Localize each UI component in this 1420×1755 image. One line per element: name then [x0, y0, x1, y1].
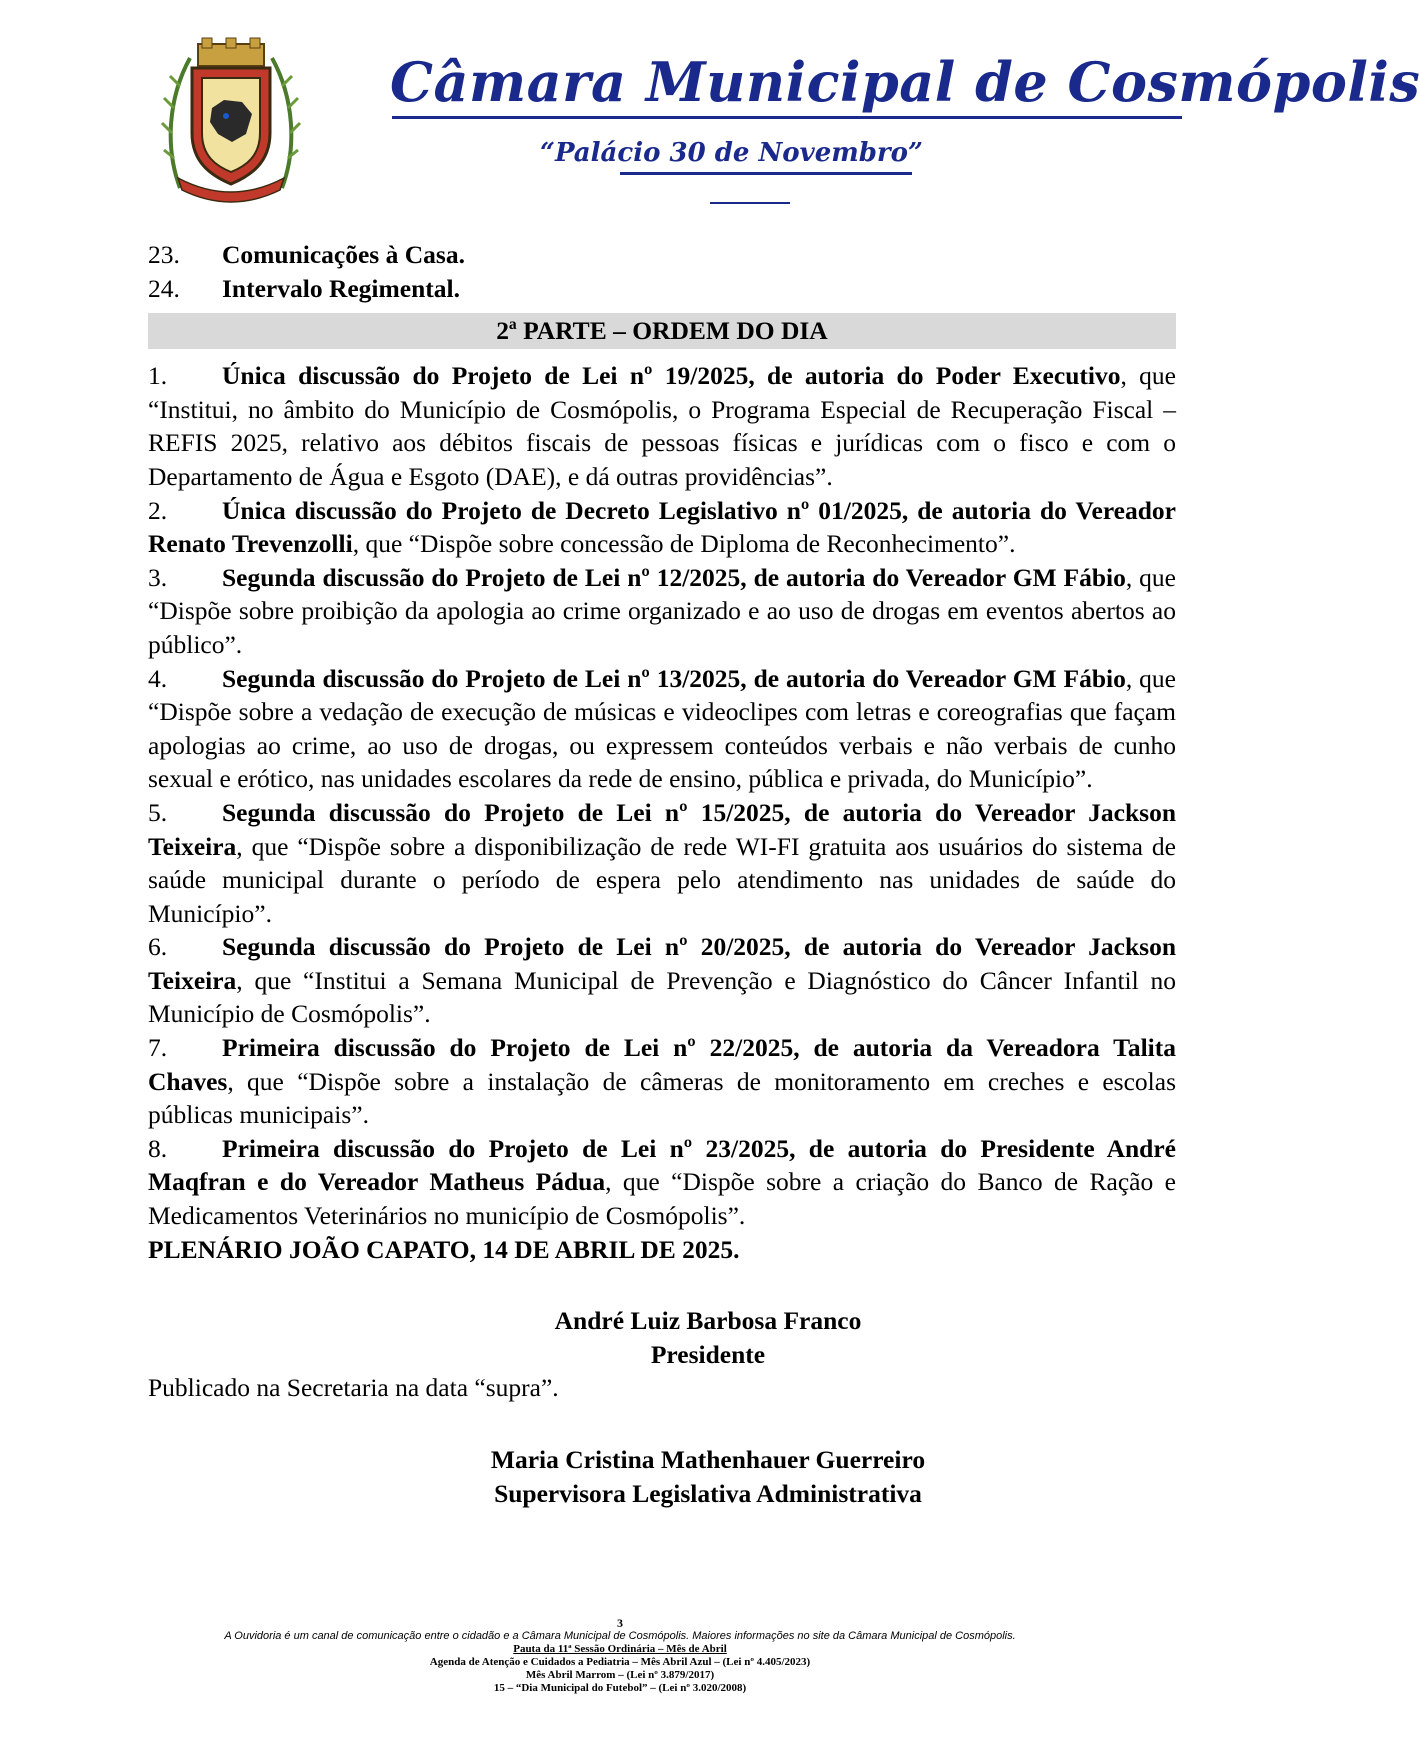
item-bold-text: Primeira discussão do Projeto de Lei nº 23/2025, de autoria do Presidente André Maqfran e do Vereador Matheus Pádua — [148, 1133, 1176, 1197]
item-number: 5. — [148, 797, 168, 827]
item-text: , que “Dispõe sobre a vedação de execução de músicas e videoclipes com letras e coreografias que façam apologias ao crime, ao uso de drogas, ou expressem conteúdos verbais e não verbais de cunho sexual e erótico, nas unidades escolares da rede de ensino, pública e privada, do Município”. — [148, 663, 1176, 794]
item-text: , que “Dispõe sobre concessão de Diploma de Reconhecimento”. — [352, 529, 1016, 559]
item-text: Comunicações à Casa. — [222, 240, 465, 269]
signature-block-supervisor — [348, 1443, 1068, 1510]
item-text: , que “Dispõe sobre a criação do Banco de Ração e Medicamentos Veterinários no município de Cosmópolis”. — [148, 1167, 1176, 1231]
item-number: 7. — [148, 1033, 168, 1063]
footer-line: 15 – “Dia Municipal do Futebol” – (Lei nº 3.020/2008) — [493, 1682, 747, 1694]
item-number: 23. — [148, 240, 180, 269]
title-underline — [392, 116, 1182, 119]
footer-line: Mês Abril Marrom – (Lei nº 3.879/2017) — [525, 1669, 715, 1681]
item-text: , que “Dispõe sobre a instalação de câmeras de monitoramento em creches e escolas públicas municipais”. — [148, 1066, 1176, 1130]
item-number: 3. — [148, 562, 168, 592]
item-number: 6. — [148, 932, 168, 962]
item-text: Intervalo Regimental. — [222, 273, 460, 303]
list-item — [148, 272, 1176, 306]
agenda-item — [148, 662, 1176, 796]
item-text: , que “Dispõe sobre proibição da apologia ao crime organizado e ao uso de drogas em eventos abertos ao público”. — [148, 562, 1176, 659]
signature-block-president — [348, 1304, 1068, 1371]
footer-line: Agenda de Atenção e Cuidados a Pediatria – Mês Abril Azul – (Lei nº 4.405/2023) — [429, 1656, 811, 1668]
item-bold-text: Primeira discussão do Projeto de Lei nº 22/2025, de autoria da Vereadora Talita Chaves — [148, 1033, 1176, 1096]
item-number: 8. — [148, 1133, 168, 1163]
item-number: 24. — [148, 273, 180, 303]
item-bold-text: Segunda discussão do Projeto de Lei nº 15/2025, de autoria do Vereador Jackson Teixeira — [148, 797, 1176, 861]
subtitle-rule — [620, 172, 912, 175]
document-body — [148, 238, 1176, 1510]
item-bold-text: Segunda discussão do Projeto de Lei nº 20/2025, de autoria do Vereador Jackson Teixeira — [148, 932, 1176, 995]
subtitle-short-rule — [710, 202, 790, 204]
list-item — [148, 238, 1176, 272]
signer-name: Maria Cristina Mathenhauer Guerreiro — [490, 1445, 926, 1474]
ouvidoria-note: A Ouvidoria é um canal de comunicação entre o cidadão e a Câmara Municipal de Cosmópolis. Maiores informações no site da Câmara Municipal de Cosmópolis. — [224, 1630, 1016, 1642]
session-line: Pauta da 11ª Sessão Ordinária – Mês de Abril — [513, 1643, 727, 1655]
signer-role: Supervisora Legislativa Administrativa — [494, 1478, 922, 1508]
item-number: 1. — [148, 361, 168, 391]
item-text: , que “Dispõe sobre a disponibilização de rede WI-FI gratuita aos usuários do sistema de saúde municipal durante o período de espera pelo atendimento nas unidades de saúde do Município”. — [148, 831, 1176, 928]
item-text: , que “Institui a Semana Municipal de Prevenção e Diagnóstico do Câncer Infantil no Município de Cosmópolis”. — [148, 965, 1176, 1029]
letterhead — [0, 0, 1420, 215]
organization-subtitle: “Palácio 30 de Novembro” — [540, 138, 923, 168]
agenda-item — [148, 1132, 1176, 1233]
item-number: 2. — [148, 495, 168, 525]
signer-role: Presidente — [650, 1339, 766, 1369]
signer-name: André Luiz Barbosa Franco — [554, 1306, 862, 1336]
item-bold-text: Segunda discussão do Projeto de Lei nº 13/2025, de autoria do Vereador GM Fábio — [222, 663, 1126, 693]
organization-title: Câmara Municipal de Cosmópolis — [390, 50, 1420, 114]
agenda-item — [148, 561, 1176, 662]
page-number: 3 — [617, 1616, 623, 1630]
item-number: 4. — [148, 663, 168, 693]
agenda-item — [148, 1031, 1176, 1132]
item-bold-text: Única discussão do Projeto de Lei nº 19/2025, de autoria do Poder Executivo — [222, 361, 1121, 391]
publication-note: Publicado na Secretaria na data “supra”. — [148, 1373, 559, 1403]
agenda-item — [148, 359, 1176, 493]
closing-date-line: PLENÁRIO JOÃO CAPATO, 14 DE ABRIL DE 2025. — [148, 1234, 740, 1264]
item-bold-text: Única discussão do Projeto de Decreto Legislativo nº 01/2025, de autoria do Vereador Renato Trevenzolli — [148, 495, 1176, 559]
agenda-item — [148, 494, 1176, 561]
page-footer — [0, 1616, 1240, 1695]
agenda-item — [148, 796, 1176, 930]
section-heading: 2ª PARTE – ORDEM DO DIA — [148, 313, 1176, 349]
agenda-item — [148, 930, 1176, 1031]
item-text: , que “Institui, no âmbito do Município de Cosmópolis, o Programa Especial de Recuperação Fiscal – REFIS 2025, relativo aos débitos fiscais de pessoas físicas e jurídicas com o fisco e com o Departamento de Água e Esgoto (DAE), e dá outras providências”. — [148, 361, 1176, 491]
municipal-crest-logo — [160, 38, 302, 202]
item-bold-text: Segunda discussão do Projeto de Lei nº 12/2025, de autoria do Vereador GM Fábio — [222, 562, 1126, 592]
